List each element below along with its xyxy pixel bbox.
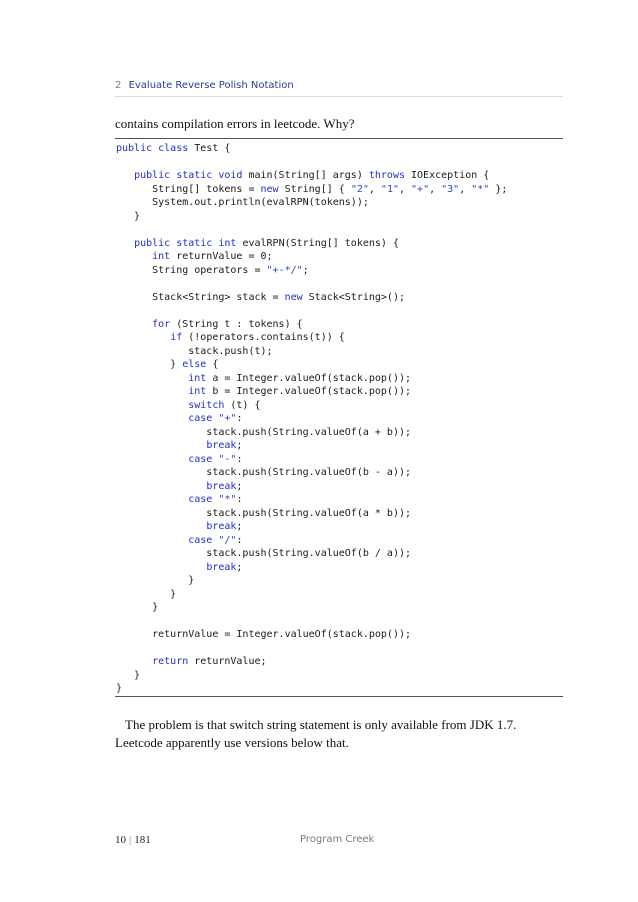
footer-brand: Program Creek (300, 834, 375, 845)
code-line (116, 426, 562, 440)
code-token: } (116, 210, 141, 222)
code-line (116, 534, 562, 548)
code-token: public static int (134, 237, 237, 249)
code-token: String[] { (278, 183, 351, 195)
code-token: public static void (134, 170, 243, 181)
code-token: } (116, 359, 183, 370)
code-token: , (398, 183, 412, 195)
code-top-rule (115, 138, 563, 139)
code-token: main(String[] args) (242, 170, 369, 181)
code-token: String[] tokens = (116, 183, 261, 195)
code-token: "*" (218, 494, 237, 505)
code-token: break (206, 480, 237, 492)
code-token (116, 332, 170, 343)
total-pages: 181 (134, 834, 151, 846)
code-token: , (368, 183, 381, 195)
code-listing (116, 142, 562, 696)
page-footer (115, 834, 563, 850)
code-line (116, 439, 562, 453)
code-token: case (188, 453, 213, 465)
code-token (116, 562, 206, 573)
code-token (116, 481, 206, 492)
code-token: Stack<String> stack = (116, 291, 285, 303)
code-token: Test { (188, 143, 231, 154)
code-token (116, 454, 188, 465)
code-token (116, 373, 188, 384)
code-line (116, 183, 562, 197)
code-token: String operators = (116, 264, 267, 276)
code-token (116, 251, 152, 262)
code-token (116, 238, 134, 249)
code-token: returnValue; (188, 656, 267, 667)
code-token: "2" (350, 183, 369, 195)
code-token: IOException { (405, 170, 490, 181)
code-line (116, 682, 562, 696)
code-token: ; (236, 521, 243, 532)
code-token: returnValue = 0; (170, 251, 273, 262)
code-token: (t) { (224, 399, 261, 411)
code-token: int (188, 372, 207, 384)
code-line (116, 264, 562, 278)
code-token: b = Integer.valueOf(stack.pop()); (206, 386, 412, 397)
code-line (116, 331, 562, 345)
code-token: "+" (411, 183, 430, 195)
code-token: "+-*/" (266, 264, 303, 276)
code-token: } (116, 602, 159, 613)
code-line (116, 412, 562, 426)
code-token: System.out.println(evalRPN(tokens)); (116, 197, 369, 208)
chapter-title: Evaluate Reverse Polish Notation (128, 80, 294, 91)
code-token: throws (368, 170, 405, 181)
code-token: case (188, 413, 213, 424)
code-token: stack.push(String.valueOf(a * b)); (116, 507, 412, 519)
code-token: public class (116, 143, 189, 154)
code-line (116, 642, 562, 656)
code-line (116, 250, 562, 264)
code-line (116, 561, 562, 575)
page-separator: | (129, 834, 132, 846)
code-token: stack.push(t); (116, 345, 273, 357)
code-token: { (206, 359, 219, 370)
running-header (115, 80, 563, 97)
code-token: "+" (218, 413, 237, 424)
code-line (116, 169, 562, 183)
code-line (116, 237, 562, 251)
code-line (116, 345, 562, 359)
code-token: int (188, 386, 207, 397)
code-token (116, 319, 152, 330)
code-token (116, 535, 188, 546)
code-line (116, 601, 562, 615)
code-line (116, 372, 562, 386)
chapter-number: 2 (115, 80, 122, 91)
code-token: switch (188, 399, 225, 411)
page-number (115, 834, 151, 846)
code-line (116, 466, 562, 480)
explanation-paragraph: The problem is that switch string statement is only available from JDK 1.7. Leetcode apparently use versions below that. (115, 717, 517, 750)
code-token: "-" (218, 453, 237, 465)
code-token: : (236, 534, 243, 546)
code-token (116, 386, 188, 397)
code-token: }; (489, 183, 508, 195)
code-line (116, 304, 562, 318)
code-token: , (429, 183, 442, 195)
code-line (116, 588, 562, 602)
code-token: else (182, 359, 207, 370)
code-token: return (152, 656, 189, 667)
code-line (116, 291, 562, 305)
code-line (116, 399, 562, 413)
code-line (116, 493, 562, 507)
code-token: break (206, 521, 237, 532)
code-line (116, 453, 562, 467)
code-token: , (459, 183, 472, 195)
code-line (116, 223, 562, 237)
code-token: case (188, 534, 213, 546)
current-page: 10 (115, 834, 126, 846)
code-token (116, 494, 188, 505)
code-token: stack.push(String.valueOf(a + b)); (116, 426, 412, 438)
code-line (116, 628, 562, 642)
code-token: : (236, 453, 243, 465)
code-token (116, 170, 134, 181)
code-token: break (206, 440, 237, 451)
code-token (116, 521, 206, 532)
code-token: int (152, 251, 171, 262)
code-token: "/" (218, 534, 237, 546)
code-line (116, 385, 562, 399)
code-token (116, 440, 206, 451)
code-token: new (284, 291, 303, 303)
code-token: : (236, 494, 243, 505)
code-token: } (116, 588, 177, 600)
code-line (116, 358, 562, 372)
code-token: evalRPN(String[] tokens) { (236, 237, 399, 249)
code-token: } (116, 575, 195, 586)
code-token: stack.push(String.valueOf(b / a)); (116, 548, 412, 559)
code-token: if (170, 332, 183, 343)
code-token (116, 656, 152, 667)
code-line (116, 615, 562, 629)
code-token: "1" (380, 183, 399, 195)
code-token: ; (236, 561, 243, 573)
code-token: case (188, 494, 213, 505)
intro-text: contains compilation errors in leetcode. Why? (115, 116, 355, 131)
code-line (116, 196, 562, 210)
code-line (116, 655, 562, 669)
code-token: a = Integer.valueOf(stack.pop()); (206, 372, 412, 384)
code-token: : (236, 413, 243, 424)
code-token: "3" (441, 183, 460, 195)
code-line (116, 574, 562, 588)
code-token: (!operators.contains(t)) { (182, 332, 345, 343)
code-line (116, 480, 562, 494)
code-line (116, 520, 562, 534)
code-line (116, 547, 562, 561)
code-line (116, 318, 562, 332)
code-token: returnValue = Integer.valueOf(stack.pop()); (116, 629, 412, 640)
code-token: (String t : tokens) { (170, 318, 303, 330)
code-token: "*" (471, 183, 490, 195)
code-token: ; (236, 440, 243, 451)
code-token: } (116, 683, 123, 694)
code-line (116, 669, 562, 683)
code-token: } (116, 669, 141, 681)
code-token: ; (236, 480, 243, 492)
code-line (116, 277, 562, 291)
code-token: new (260, 183, 279, 195)
code-token: for (152, 318, 171, 330)
code-token: stack.push(String.valueOf(b - a)); (116, 467, 412, 478)
code-line (116, 142, 562, 156)
code-token: break (206, 561, 237, 573)
code-line (116, 507, 562, 521)
code-token: Stack<String>(); (302, 291, 405, 303)
code-token (116, 413, 188, 424)
code-token: ; (302, 264, 309, 276)
code-line (116, 210, 562, 224)
code-token (116, 400, 188, 411)
code-line (116, 156, 562, 170)
code-bottom-rule (115, 696, 563, 697)
